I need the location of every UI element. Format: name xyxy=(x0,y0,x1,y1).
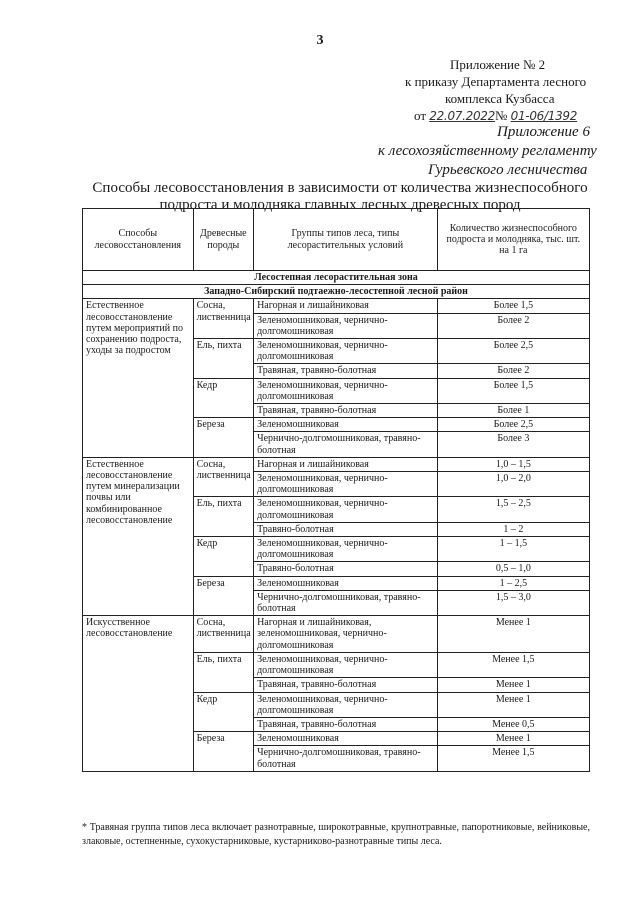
quantity-cell: Более 1,5 xyxy=(437,299,589,313)
italic-regulation-line: к лесохозяйственному регламенту xyxy=(378,143,597,159)
species-cell: Береза xyxy=(193,576,254,616)
quantity-cell: Менее 1,5 xyxy=(437,746,589,771)
species-cell: Сосна, лиственница xyxy=(193,457,254,497)
appendix-line-1: Приложение № 2 xyxy=(450,57,546,72)
forest-group-cell: Зеленомошниковая xyxy=(254,732,438,746)
quantity-cell: 0,5 – 1,0 xyxy=(437,562,589,576)
quantity-cell: 1 – 2,5 xyxy=(437,576,589,590)
species-cell: Кедр xyxy=(193,378,254,418)
species-cell: Кедр xyxy=(193,692,254,732)
forest-group-cell: Зеленомошниковая, чернично-долгомошниковая xyxy=(254,692,438,717)
forest-group-cell: Травяная, травяно-болотная xyxy=(254,404,438,418)
species-cell: Кедр xyxy=(193,537,254,577)
species-cell: Сосна, лиственница xyxy=(193,616,254,653)
forest-group-cell: Зеленомошниковая, чернично-долгомошниковая xyxy=(254,378,438,403)
method-cell: Естественное лесовосстановление путем минерализации почвы или комбинированное лесовосстановление xyxy=(83,457,194,615)
method-cell: Естественное лесовосстановление путем мероприятий по сохранению подроста, уходы за подростом xyxy=(83,299,194,457)
header-forest-groups: Группы типов леса, типы лесорастительных условий xyxy=(254,209,438,271)
quantity-cell: Более 2 xyxy=(437,364,589,378)
forest-group-cell: Нагорная и лишайниковая xyxy=(254,457,438,471)
italic-appendix-title: Приложение 6 xyxy=(497,124,590,140)
quantity-cell: 1,0 – 2,0 xyxy=(437,472,589,497)
species-cell: Ель, пихта xyxy=(193,339,254,379)
table-row xyxy=(83,616,590,653)
species-cell: Береза xyxy=(193,732,254,772)
number-prefix: № xyxy=(494,108,508,123)
forest-group-cell: Травяно-болотная xyxy=(254,562,438,576)
quantity-cell: Более 1 xyxy=(437,404,589,418)
quantity-cell: Более 2,5 xyxy=(437,339,589,364)
species-cell: Ель, пихта xyxy=(193,497,254,537)
zone-row xyxy=(83,271,590,285)
zone-cell: Лесостепная лесорастительная зона xyxy=(83,271,590,285)
method-cell: Искусственное лесовосстановление xyxy=(83,616,194,771)
forest-group-cell: Зеленомошниковая, чернично-долгомошниковая xyxy=(254,652,438,677)
forest-group-cell: Зеленомошниковая xyxy=(254,576,438,590)
forest-group-cell: Зеленомошниковая, чернично-долгомошниковая xyxy=(254,537,438,562)
appendix-line-3: комплекса Кузбасса xyxy=(445,91,555,106)
forest-group-cell: Травяная, травяно-болотная xyxy=(254,678,438,692)
forest-group-cell: Нагорная и лишайниковая xyxy=(254,299,438,313)
species-cell: Ель, пихта xyxy=(193,652,254,692)
table-row xyxy=(83,457,590,471)
appendix-line-2: к приказу Департамента лесного xyxy=(405,74,587,89)
quantity-cell: 1 – 2 xyxy=(437,522,589,536)
title-line-1: Способы лесовосстановления в зависимости от количества жизнеспособного xyxy=(92,180,588,196)
handwritten-number: 01-06/1392 xyxy=(510,109,578,123)
quantity-cell: 1,5 – 2,5 xyxy=(437,497,589,522)
quantity-cell: Более 2,5 xyxy=(437,418,589,432)
quantity-cell: 1,5 – 3,0 xyxy=(437,590,589,615)
quantity-cell: Более 2 xyxy=(437,313,589,338)
header-quantity: Количество жизнеспособного подроста и молодняка, тыс. шт. на 1 га xyxy=(437,209,589,271)
header-species: Древесные породы xyxy=(193,209,254,271)
species-cell: Сосна, лиственница xyxy=(193,299,254,339)
quantity-cell: Более 1,5 xyxy=(437,378,589,403)
species-cell: Береза xyxy=(193,418,254,458)
forest-group-cell: Травяная, травяно-болотная xyxy=(254,717,438,731)
quantity-cell: Более 3 xyxy=(437,432,589,457)
table-row xyxy=(83,299,590,313)
forest-group-cell: Чернично-долгомошниковая, травяно-болотная xyxy=(254,432,438,457)
forest-group-cell: Травяно-болотная xyxy=(254,522,438,536)
forest-group-cell: Зеленомошниковая xyxy=(254,418,438,432)
forest-group-cell: Нагорная и лишайниковая, зеленомошниковая, чернично-долгомошниковая xyxy=(254,616,438,653)
quantity-cell: Менее 1,5 xyxy=(437,652,589,677)
district-row xyxy=(83,285,590,299)
italic-forestry-line: Гурьевского лесничества xyxy=(428,162,588,178)
district-cell: Западно-Сибирский подтаежно-лесостепной лесной район xyxy=(83,285,590,299)
forest-group-cell: Чернично-долгомошниковая, травяно-болотная xyxy=(254,746,438,771)
footnote: * Травяная группа типов леса включает разнотравные, широкотравные, крупнотравные, папоротниковые, вейниковые, злаковые, остепненные, сухокустарниковые, кустарниково-разнотравные типы леса. xyxy=(82,822,590,847)
forest-group-cell: Зеленомошниковая, чернично-долгомошниковая xyxy=(254,339,438,364)
table-header-row xyxy=(83,209,590,271)
forest-group-cell: Зеленомошниковая, чернично-долгомошниковая xyxy=(254,497,438,522)
reforestation-table xyxy=(82,208,590,772)
title-line-2: подроста и молодняка главных лесных древесных пород xyxy=(159,197,521,213)
forest-group-cell: Зеленомошниковая, чернично-долгомошниковая xyxy=(254,313,438,338)
quantity-cell: Менее 0,5 xyxy=(437,717,589,731)
forest-group-cell: Зеленомошниковая, чернично-долгомошниковая xyxy=(254,472,438,497)
handwritten-date: 22.07.2022 xyxy=(429,109,495,123)
quantity-cell: Менее 1 xyxy=(437,678,589,692)
date-prefix: от xyxy=(414,108,427,123)
quantity-cell: 1,0 – 1,5 xyxy=(437,457,589,471)
quantity-cell: Менее 1 xyxy=(437,732,589,746)
quantity-cell: Менее 1 xyxy=(437,692,589,717)
header-methods: Способы лесовосстановления xyxy=(83,209,194,271)
forest-group-cell: Травяная, травяно-болотная xyxy=(254,364,438,378)
quantity-cell: 1 – 1,5 xyxy=(437,537,589,562)
forest-group-cell: Чернично-долгомошниковая, травяно-болотная xyxy=(254,590,438,615)
page-number: 3 xyxy=(316,33,324,48)
quantity-cell: Менее 1 xyxy=(437,616,589,653)
